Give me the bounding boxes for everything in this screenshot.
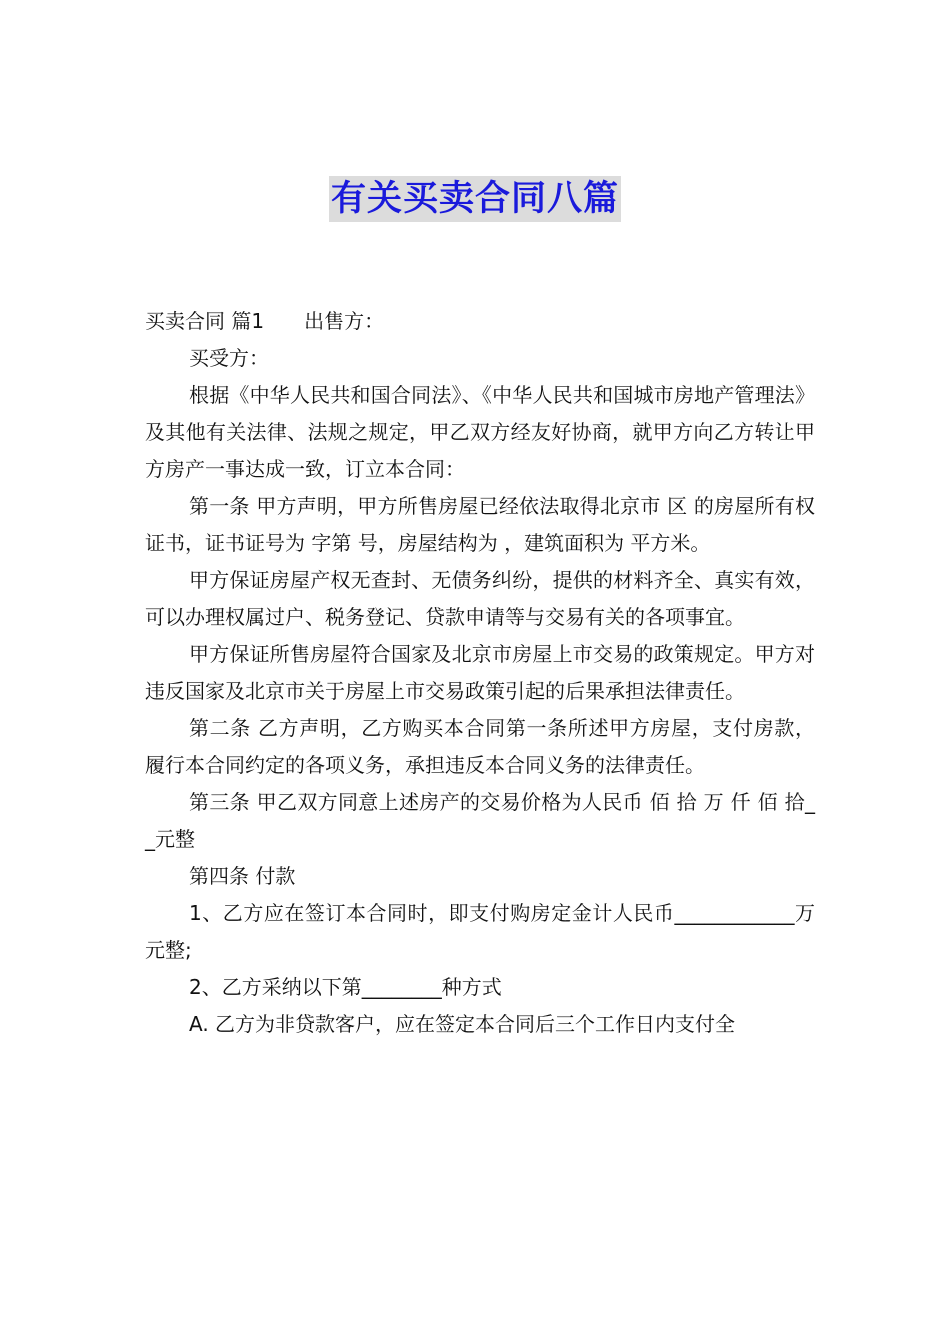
paragraph-option-a: A. 乙方为非贷款客户，应在签定本合同后三个工作日内支付全	[189, 1012, 736, 1036]
contract-section-label: 买卖合同 篇1	[145, 309, 265, 333]
paragraph-preamble: 根据《中华人民共和国合同法》、《中华人民共和国城市房地产管理法》及其他有关法律、法规之规定，甲乙双方经友好协商，就甲方向乙方转让甲方房产一事达成一致，订立本合同：	[145, 383, 815, 481]
paragraph-header	[145, 303, 815, 340]
paragraph-article-1: 第一条 甲方声明，甲方所售房屋已经依法取得北京市 区 的房屋所有权证书，证书证号为 字第 号，房屋结构为 ，建筑面积为 平方米。	[145, 494, 815, 555]
title-container	[0, 176, 950, 222]
paragraph-guarantee-2: 甲方保证所售房屋符合国家及北京市房屋上市交易的政策规定。甲方对违反国家及北京市关于房屋上市交易政策引起的后果承担法律责任。	[145, 642, 815, 703]
paragraph-buyer: 买受方：	[189, 346, 269, 370]
document-title: 有关买卖合同八篇	[329, 176, 621, 222]
paragraph-article-2: 第二条 乙方声明，乙方购买本合同第一条所述甲方房屋，支付房款，履行本合同约定的各项义务，承担违反本合同义务的法律责任。	[145, 716, 815, 777]
seller-label: 出售方：	[304, 309, 385, 333]
document-body	[145, 303, 815, 1043]
paragraph-article-4: 第四条 付款	[189, 864, 296, 888]
paragraph-payment-2: 2、乙方采纳以下第________种方式	[189, 975, 502, 999]
paragraph-payment-1: 1、乙方应在签订本合同时，即支付购房定金计人民币____________万元整;	[145, 901, 815, 962]
paragraph-guarantee-1: 甲方保证房屋产权无查封、无债务纠纷，提供的材料齐全、真实有效，可以办理权属过户、税务登记、贷款申请等与交易有关的各项事宜。	[145, 568, 815, 629]
paragraph-article-3: 第三条 甲乙双方同意上述房产的交易价格为人民币 佰 拾 万 仟 佰 拾_ _元整	[145, 790, 815, 851]
